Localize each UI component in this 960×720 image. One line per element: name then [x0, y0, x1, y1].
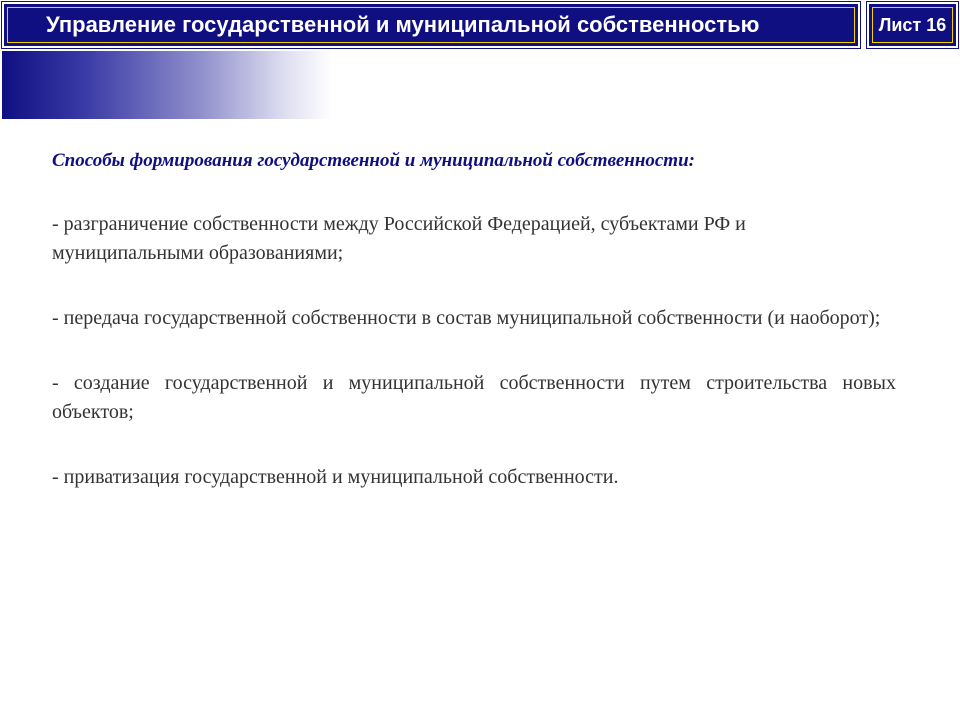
slide-content — [52, 148, 896, 528]
slide-title-bar — [2, 2, 860, 48]
decorative-gradient-bar — [2, 51, 332, 119]
sheet-number: Лист 16 — [878, 15, 947, 35]
list-item-3: - создание государственной и муниципальной собственности путем строительства новых объектов; — [52, 372, 896, 423]
list-item-1: - разграничение собственности между Российской Федерацией, субъектами РФ и муниципальными образованиями; — [52, 213, 746, 264]
sheet-number-badge — [867, 2, 958, 48]
content-heading: Способы формирования государственной и муниципальной собственности: — [52, 150, 695, 171]
list-item-2: - передача государственной собственности в состав муниципальной собственности (и наоборот); — [52, 307, 881, 329]
list-item-4: - приватизация государственной и муниципальной собственности. — [52, 466, 619, 488]
slide-title: Управление государственной и муниципальной собственностью — [46, 12, 760, 37]
